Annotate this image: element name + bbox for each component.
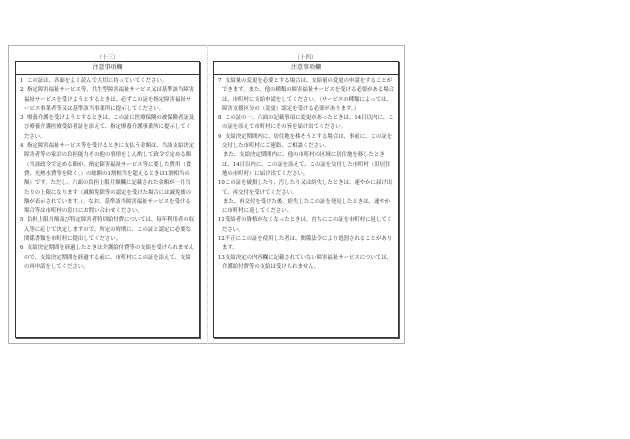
- note-text: 負担上限月額及び特定障害者特別給付費については、毎年利用者の収入等に応じて決定しますので、所定の時期に、この証と認定に必要な関係書類を市町村に提出してください。: [24, 217, 195, 243]
- note-text: また、支給決定期間内に、他の市町村の区域に居住地を移したときは、14日以内に、この証を添えて、この証を交付した市町村（旧居住地の市町村）に届け出てください。: [222, 152, 391, 177]
- note-item: [19, 142, 196, 216]
- note-item-continuation: [217, 198, 395, 217]
- note-number: 7: [218, 78, 222, 84]
- note-item: [217, 114, 395, 133]
- note-text: 不正にこの証を使用した者は、関係法令により処罰されることがあります。: [222, 236, 393, 252]
- note-number: 1: [20, 78, 24, 84]
- note-item: [217, 77, 395, 114]
- notes-panel-14: [213, 61, 399, 338]
- note-text: 支給決定の内容欄に記載されていない障害福祉サービスについては、介護給付費等の支給は受けられません。: [222, 254, 393, 270]
- note-number: 10: [218, 180, 225, 187]
- note-text: 指定障害福祉サービス等、共生型障害福祉サービス又は基準該当障害福祉サービスを受けようとするときは、必ずこの証を指定障害福祉サービス事業者等又は基準該当事業所に提示してください。: [24, 87, 195, 112]
- note-item: [19, 77, 196, 86]
- note-number: 4: [20, 143, 24, 150]
- note-text: この証は、各面をよく読んで大切に持っていてください。: [27, 78, 168, 84]
- panel-label-13: （十三）: [96, 55, 119, 61]
- note-number: 2: [20, 87, 24, 94]
- note-item: [19, 114, 196, 142]
- notes-heading: 注意事項欄: [214, 62, 398, 75]
- note-item: [217, 254, 395, 273]
- note-text: また、再交付を受けた後、紛失したこの証を発見したときは、速やかに市町村に返してください。: [222, 198, 391, 215]
- note-text: この証を破損したり、汚したり又は紛失したときは、速やかに届け出て、再交付を受けてください。: [222, 180, 393, 196]
- panel-label-14: （十四）: [294, 55, 317, 61]
- note-text: 指定障害福祉サービス等を受けるときに支払う金額は、当該支給決定障害者等の家計の負担能力その他の事情をしん酌して政令で定める額（当該政令で定める額が、指定障害福祉サービス等に要した費用（食費、光熱水費等を除く。）の総額の1割相当を超えるときは1割相当の額）です。ただし、六面の負担上限月額欄に記載された金額が一月当たりの上限になります（減額免除等の認定を受けた場合には減免後の額が表示されています。）。なお、基準該当障害福祉サービスを受ける場合等は市町村の窓口にお問い合わせください。: [24, 143, 195, 215]
- note-item: [217, 216, 395, 235]
- notes-heading: 注意事項欄: [16, 62, 199, 75]
- note-number: 11: [218, 217, 225, 224]
- note-item: [19, 244, 196, 272]
- notes-body: [214, 75, 398, 272]
- note-text: 支給量の変更を必要とする場合は、支給量の変更の申請をすることができます。また、他の種類の障害福祉サービスを受ける必要がある場合は、市町村に支給申請をしてください。（サービスの種類によっては、障害支援区分の（変更）認定を受ける必要があります。）: [222, 78, 395, 112]
- note-number: 5: [20, 217, 24, 224]
- note-item: [217, 179, 395, 198]
- notes-body: [16, 75, 199, 272]
- note-number: 12: [218, 236, 225, 243]
- note-number: 13: [218, 254, 225, 261]
- note-number: 3: [20, 115, 24, 122]
- note-text: 療養介護を受けようとするときは、この証に医療保険の被保険者証及び療養介護医療受給者証を添えて、指定療養介護事業所に提示してください。: [24, 115, 195, 140]
- note-number: 8: [218, 115, 222, 122]
- note-text: 支給決定期間内に、居住地を移そうとする場合は、事前に、この証を交付した市町村にご連絡、ご相談ください。: [222, 133, 393, 150]
- note-number: 9: [218, 133, 222, 140]
- note-item: [217, 235, 395, 254]
- page-divider: [207, 45, 208, 344]
- note-item: [217, 133, 395, 152]
- note-item: [19, 216, 196, 244]
- note-number: 6: [20, 245, 24, 252]
- note-item: [19, 86, 196, 114]
- note-item-continuation: [217, 151, 395, 179]
- note-text: 支給決定期間を経過したときは介護給付費等の支給を受けられませんので、支給決定期間を経過する前に、市町村にこの証を添えて、支給の再申請をしてください。: [24, 245, 195, 270]
- note-text: 受給者の資格がなくなったときは、直ちにこの証を市町村に返してください。: [222, 217, 393, 233]
- notes-panel-13: [15, 61, 200, 338]
- note-text: この証の一、六面の記載事項に変更があったときは、14日以内に、この証を添えて市町村にその旨を届け出てください。: [222, 115, 394, 131]
